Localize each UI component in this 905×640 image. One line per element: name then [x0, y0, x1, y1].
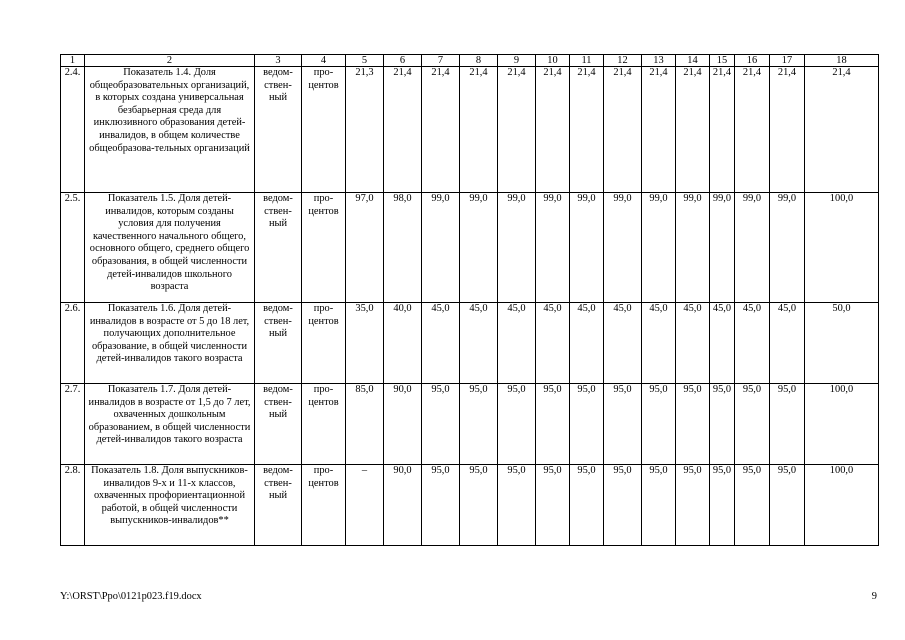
value-cell: 95,0 — [570, 384, 604, 465]
indicator-name: Показатель 1.6. Доля детей-инвалидов в возрасте от 5 до 18 лет, получающих дополнительное образование, в общей численности детей-инвалидов такого возраста — [85, 303, 255, 384]
value-cell: 95,0 — [604, 384, 642, 465]
value-cell: 21,4 — [735, 67, 770, 193]
indicator-type: ведом-ствен-ный — [255, 465, 302, 546]
indicator-name: Показатель 1.8. Доля выпускников-инвалидов 9-х и 11-х классов, охваченных профориентационной работой, в общей численности выпускников-инвалидов** — [85, 465, 255, 546]
table-row — [61, 384, 879, 465]
value-cell: 95,0 — [710, 465, 735, 546]
value-cell: 21,4 — [498, 67, 536, 193]
value-cell: 99,0 — [536, 193, 570, 303]
value-cell: 45,0 — [536, 303, 570, 384]
header-cell: 16 — [735, 55, 770, 67]
value-cell: 95,0 — [770, 384, 805, 465]
value-cell: 85,0 — [346, 384, 384, 465]
value-cell: 21,4 — [604, 67, 642, 193]
value-cell: 99,0 — [642, 193, 676, 303]
indicators-table — [60, 54, 879, 546]
table-row — [61, 465, 879, 546]
value-cell: 45,0 — [676, 303, 710, 384]
value-cell: 98,0 — [384, 193, 422, 303]
value-cell: 21,4 — [805, 67, 879, 193]
row-number: 2.6. — [61, 303, 85, 384]
indicator-name: Показатель 1.7. Доля детей-инвалидов в возрасте от 1,5 до 7 лет, охваченных дошкольным образованием, в общей численности детей-инвалидов такого возраста — [85, 384, 255, 465]
value-cell: 99,0 — [770, 193, 805, 303]
value-cell: 45,0 — [422, 303, 460, 384]
value-cell: 95,0 — [735, 384, 770, 465]
indicator-unit: про-центов — [302, 465, 346, 546]
value-cell: 45,0 — [570, 303, 604, 384]
value-cell: 95,0 — [642, 465, 676, 546]
value-cell: 90,0 — [384, 465, 422, 546]
value-cell: 45,0 — [604, 303, 642, 384]
value-cell: 95,0 — [536, 384, 570, 465]
indicator-type: ведом-ствен-ный — [255, 67, 302, 193]
value-cell: 95,0 — [570, 465, 604, 546]
value-cell: 99,0 — [710, 193, 735, 303]
value-cell: 100,0 — [805, 384, 879, 465]
indicator-type: ведом-ствен-ный — [255, 303, 302, 384]
value-cell: 45,0 — [642, 303, 676, 384]
indicator-type: ведом-ствен-ный — [255, 384, 302, 465]
value-cell: 95,0 — [536, 465, 570, 546]
indicator-unit: про-центов — [302, 193, 346, 303]
header-cell: 8 — [460, 55, 498, 67]
value-cell: 90,0 — [384, 384, 422, 465]
value-cell: 99,0 — [570, 193, 604, 303]
value-cell: 21,4 — [422, 67, 460, 193]
value-cell: 95,0 — [710, 384, 735, 465]
indicator-unit: про-центов — [302, 303, 346, 384]
table-row — [61, 67, 879, 193]
value-cell: 95,0 — [770, 465, 805, 546]
value-cell: 45,0 — [460, 303, 498, 384]
header-cell: 17 — [770, 55, 805, 67]
value-cell: 95,0 — [460, 384, 498, 465]
value-cell: 45,0 — [735, 303, 770, 384]
value-cell: 99,0 — [460, 193, 498, 303]
indicator-name: Показатель 1.4. Доля общеобразовательных организаций, в которых создана универсальная безбарьерная среда для инклюзивного образования детей-инвалидов, в общем количестве общеобразова-тельных организаций — [85, 67, 255, 193]
value-cell: 99,0 — [604, 193, 642, 303]
value-cell: 95,0 — [498, 384, 536, 465]
row-number: 2.5. — [61, 193, 85, 303]
header-row — [61, 55, 879, 67]
header-cell: 2 — [85, 55, 255, 67]
value-cell: 99,0 — [498, 193, 536, 303]
value-cell: 95,0 — [498, 465, 536, 546]
value-cell: 21,4 — [460, 67, 498, 193]
value-cell: 95,0 — [422, 384, 460, 465]
header-cell: 5 — [346, 55, 384, 67]
value-cell: 95,0 — [676, 384, 710, 465]
value-cell: 21,4 — [570, 67, 604, 193]
value-cell: 97,0 — [346, 193, 384, 303]
header-cell: 10 — [536, 55, 570, 67]
value-cell: 99,0 — [735, 193, 770, 303]
header-cell: 18 — [805, 55, 879, 67]
indicator-name: Показатель 1.5. Доля детей-инвалидов, которым созданы условия для получения качественного начального общего, основного общего, среднего общего образования, в общей численности детей-инвалидов школьного возраста — [85, 193, 255, 303]
header-cell: 12 — [604, 55, 642, 67]
header-cell: 15 — [710, 55, 735, 67]
value-cell: 95,0 — [460, 465, 498, 546]
value-cell: 99,0 — [676, 193, 710, 303]
value-cell: 40,0 — [384, 303, 422, 384]
value-cell: 21,4 — [536, 67, 570, 193]
value-cell: 100,0 — [805, 465, 879, 546]
value-cell: 35,0 — [346, 303, 384, 384]
header-cell: 6 — [384, 55, 422, 67]
value-cell: 50,0 — [805, 303, 879, 384]
value-cell: 45,0 — [498, 303, 536, 384]
value-cell: 45,0 — [770, 303, 805, 384]
value-cell: 95,0 — [676, 465, 710, 546]
value-cell: 95,0 — [642, 384, 676, 465]
page-number: 9 — [871, 591, 877, 602]
value-cell: 95,0 — [604, 465, 642, 546]
indicator-unit: про-центов — [302, 384, 346, 465]
header-cell: 11 — [570, 55, 604, 67]
header-cell: 3 — [255, 55, 302, 67]
row-number: 2.7. — [61, 384, 85, 465]
value-cell: 21,4 — [710, 67, 735, 193]
value-cell: 21,4 — [770, 67, 805, 193]
table-row — [61, 303, 879, 384]
indicator-type: ведом-ствен-ный — [255, 193, 302, 303]
table-row — [61, 193, 879, 303]
value-cell: 21,3 — [346, 67, 384, 193]
value-cell: 21,4 — [384, 67, 422, 193]
value-cell: 21,4 — [676, 67, 710, 193]
footer-file-path: Y:\ORST\Ppo\0121p023.f19.docx — [60, 591, 202, 602]
header-cell: 14 — [676, 55, 710, 67]
header-cell: 1 — [61, 55, 85, 67]
value-cell: 95,0 — [735, 465, 770, 546]
value-cell: 21,4 — [642, 67, 676, 193]
header-cell: 9 — [498, 55, 536, 67]
header-cell: 7 — [422, 55, 460, 67]
header-cell: 4 — [302, 55, 346, 67]
value-cell: 100,0 — [805, 193, 879, 303]
row-number: 2.4. — [61, 67, 85, 193]
indicator-unit: про-центов — [302, 67, 346, 193]
header-cell: 13 — [642, 55, 676, 67]
row-number: 2.8. — [61, 465, 85, 546]
value-cell: 99,0 — [422, 193, 460, 303]
value-cell: – — [346, 465, 384, 546]
value-cell: 45,0 — [710, 303, 735, 384]
value-cell: 95,0 — [422, 465, 460, 546]
